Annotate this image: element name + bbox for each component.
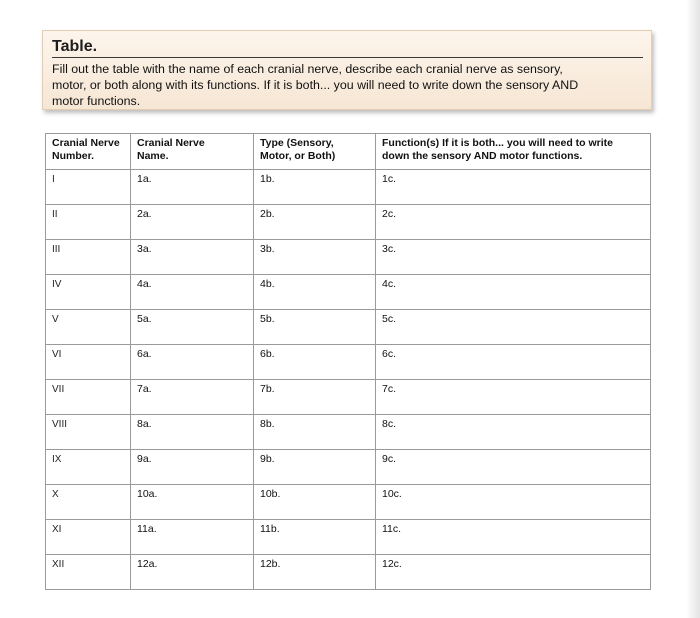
nerve-function-cell[interactable]: 3c. <box>376 240 651 275</box>
nerve-name-cell[interactable]: 11a. <box>131 520 254 555</box>
nerve-number-cell: VII <box>46 380 131 415</box>
nerve-type-cell[interactable]: 4b. <box>254 275 376 310</box>
nerve-number-cell: IV <box>46 275 131 310</box>
nerve-name-cell[interactable]: 6a. <box>131 345 254 380</box>
nerve-number-cell: IX <box>46 450 131 485</box>
nerve-name-cell[interactable]: 3a. <box>131 240 254 275</box>
table-row <box>46 345 651 380</box>
nerve-type-cell[interactable]: 5b. <box>254 310 376 345</box>
nerve-type-cell[interactable]: 9b. <box>254 450 376 485</box>
nerve-function-cell[interactable]: 6c. <box>376 345 651 380</box>
nerve-name-cell[interactable]: 10a. <box>131 485 254 520</box>
nerve-number-cell: XII <box>46 555 131 590</box>
nerve-name-cell[interactable]: 1a. <box>131 170 254 205</box>
nerve-function-cell[interactable]: 10c. <box>376 485 651 520</box>
nerve-type-cell[interactable]: 8b. <box>254 415 376 450</box>
nerve-number-cell: V <box>46 310 131 345</box>
nerve-number-cell: XI <box>46 520 131 555</box>
table-row <box>46 555 651 590</box>
nerve-number-cell: II <box>46 205 131 240</box>
nerve-type-cell[interactable]: 6b. <box>254 345 376 380</box>
instructions-line: Fill out the table with the name of each cranial nerve, describe each cranial nerve as sensory, <box>52 62 563 76</box>
nerve-number-cell: I <box>46 170 131 205</box>
nerve-type-cell[interactable]: 10b. <box>254 485 376 520</box>
header-text: down the sensory AND motor functions. <box>382 150 583 162</box>
header-nerve-name <box>131 134 254 170</box>
header-nerve-type <box>254 134 376 170</box>
table-row <box>46 380 651 415</box>
nerve-type-cell[interactable]: 12b. <box>254 555 376 590</box>
instructions-text <box>52 61 642 109</box>
table-row <box>46 450 651 485</box>
header-text: Number. <box>52 150 95 162</box>
nerve-function-cell[interactable]: 5c. <box>376 310 651 345</box>
nerve-type-cell[interactable]: 3b. <box>254 240 376 275</box>
nerve-number-cell: III <box>46 240 131 275</box>
nerve-type-cell[interactable]: 11b. <box>254 520 376 555</box>
page-edge-shadow <box>686 0 700 618</box>
header-text: Type (Sensory, <box>260 137 334 149</box>
nerve-name-cell[interactable]: 2a. <box>131 205 254 240</box>
nerve-type-cell[interactable]: 7b. <box>254 380 376 415</box>
nerve-type-cell[interactable]: 2b. <box>254 205 376 240</box>
header-text: Cranial Nerve <box>52 137 120 149</box>
nerve-number-cell: VI <box>46 345 131 380</box>
instructions-title: Table. <box>52 38 98 55</box>
table-row <box>46 275 651 310</box>
nerve-function-cell[interactable]: 9c. <box>376 450 651 485</box>
table-row <box>46 485 651 520</box>
table-row <box>46 310 651 345</box>
nerve-type-cell[interactable]: 1b. <box>254 170 376 205</box>
header-text: Function(s) If it is both... you will need to write <box>382 137 613 149</box>
table-row <box>46 170 651 205</box>
instructions-line: motor functions. <box>52 94 141 108</box>
instructions-callout <box>42 30 652 110</box>
nerve-name-cell[interactable]: 9a. <box>131 450 254 485</box>
nerve-function-cell[interactable]: 7c. <box>376 380 651 415</box>
nerve-name-cell[interactable]: 12a. <box>131 555 254 590</box>
nerve-function-cell[interactable]: 12c. <box>376 555 651 590</box>
nerve-name-cell[interactable]: 8a. <box>131 415 254 450</box>
header-nerve-number <box>46 134 131 170</box>
nerve-number-cell: X <box>46 485 131 520</box>
table-row <box>46 240 651 275</box>
nerve-function-cell[interactable]: 11c. <box>376 520 651 555</box>
table-row <box>46 415 651 450</box>
header-text: Motor, or Both) <box>260 150 336 162</box>
nerve-function-cell[interactable]: 4c. <box>376 275 651 310</box>
header-text: Cranial Nerve <box>137 137 205 149</box>
title-divider <box>52 57 643 58</box>
nerve-name-cell[interactable]: 4a. <box>131 275 254 310</box>
cranial-nerve-table <box>45 133 651 590</box>
table-row <box>46 520 651 555</box>
nerve-function-cell[interactable]: 2c. <box>376 205 651 240</box>
table-row <box>46 205 651 240</box>
nerve-number-cell: VIII <box>46 415 131 450</box>
nerve-name-cell[interactable]: 5a. <box>131 310 254 345</box>
table-header-row <box>46 134 651 170</box>
header-nerve-functions <box>376 134 651 170</box>
nerve-function-cell[interactable]: 1c. <box>376 170 651 205</box>
nerve-function-cell[interactable]: 8c. <box>376 415 651 450</box>
nerve-name-cell[interactable]: 7a. <box>131 380 254 415</box>
header-text: Name. <box>137 150 169 162</box>
instructions-line: motor, or both along with its functions. If it is both... you will need to write down the sensory AND <box>52 78 579 92</box>
